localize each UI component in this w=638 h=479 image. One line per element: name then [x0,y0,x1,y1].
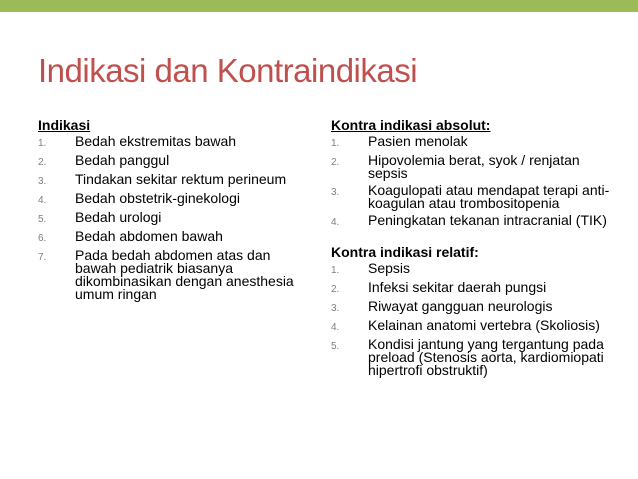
list-item-number: 1. [38,138,47,149]
list-item [331,154,616,180]
list-item-text: Infeksi sekitar daerah pungsi [368,279,547,295]
list-item-number: 5. [38,214,47,225]
list-item-number: 7. [38,252,47,263]
list-item-text: Tindakan sekitar rektum perineum [75,171,287,187]
slide-title: Indikasi dan Kontraindikasi [38,52,418,89]
list-item-text: Kelainan anatomi vertebra (Skoliosis) [368,317,600,333]
list-item [38,211,308,226]
list-item-number: 3. [38,176,47,187]
absolute-contraindications-list [331,135,616,229]
list-item [331,135,616,150]
list-item-text: Bedah ekstremitas bawah [75,133,237,149]
list-item [38,249,308,301]
list-item-text: Bedah panggul [75,152,170,168]
list-item [38,135,308,150]
list-item [331,281,616,296]
list-item [331,262,616,277]
list-item [38,192,308,207]
list-item-number: 3. [331,303,340,314]
contraindications-column [331,116,616,381]
list-item-text: Bedah urologi [75,209,162,225]
indications-list [38,135,308,301]
list-item-number: 2. [331,284,340,295]
list-item-text: Bedah abdomen bawah [75,228,223,244]
list-item [38,230,308,245]
list-item-number: 4. [331,217,340,228]
list-item-number: 3. [331,187,340,198]
list-item-text: Koagulopati atau mendapat terapi anti-koagulan atau trombositopenia [368,182,610,211]
list-item-number: 2. [38,157,47,168]
list-item-text: Pasien menolak [368,133,468,149]
indications-column [38,116,308,305]
absolute-contraindications-heading: Kontra indikasi absolut: [331,117,491,133]
list-item-number: 1. [331,265,340,276]
list-item-number: 4. [331,322,340,333]
list-item-text: Kondisi jantung yang tergantung pada preload (Stenosis aorta, kardiomiopati hipertrofi obstruktif) [368,336,604,378]
list-item [38,173,308,188]
list-item [38,154,308,169]
list-item [331,319,616,334]
list-item-number: 1. [331,138,340,149]
list-item-number: 2. [331,157,340,168]
list-item [331,338,616,377]
list-item-text: Hipovolemia berat, syok / renjatan sepsis [368,152,580,181]
list-item [331,300,616,315]
list-item-number: 4. [38,195,47,206]
accent-top-bar [0,0,638,12]
list-item-text: Pada bedah abdomen atas dan bawah pediatrik biasanya dikombinasikan dengan anesthesia umum ringan [75,247,294,302]
indications-heading: Indikasi [38,117,91,133]
list-item-text: Bedah obstetrik-ginekologi [75,190,240,206]
list-item-number: 6. [38,233,47,244]
list-item-text: Riwayat gangguan neurologis [368,298,553,314]
list-item [331,214,616,229]
relative-contraindications-heading: Kontra indikasi relatif: [331,244,479,260]
list-item [331,184,616,210]
list-item-text: Peningkatan tekanan intracranial (TIK) [368,212,607,228]
list-item-number: 5. [331,341,340,352]
list-item-text: Sepsis [368,260,411,276]
relative-contraindications-list [331,262,616,377]
